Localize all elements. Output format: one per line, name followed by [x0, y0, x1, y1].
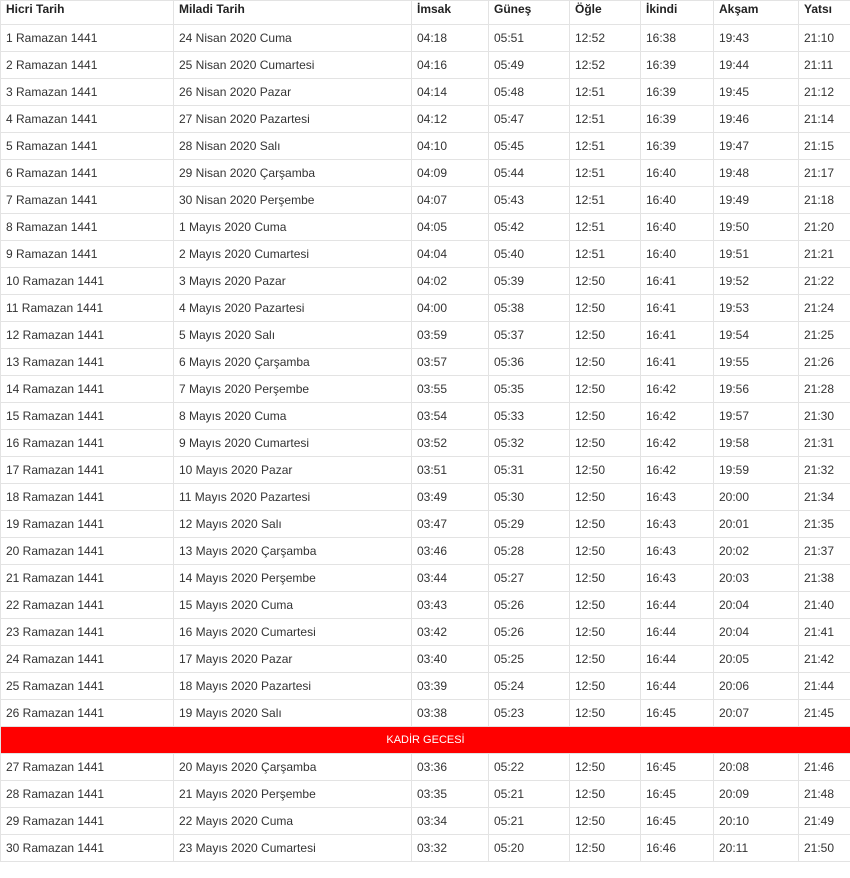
miladi-tarih-cell: 12 Mayıs 2020 Salı [174, 511, 412, 538]
table-row [1, 295, 850, 322]
gunes-cell: 05:38 [489, 295, 570, 322]
aksam-cell: 19:50 [714, 214, 799, 241]
ikindi-cell: 16:44 [641, 646, 714, 673]
col-header-hicri-tarih: Hicri Tarih [1, 1, 174, 25]
gunes-cell: 05:28 [489, 538, 570, 565]
gunes-cell: 05:42 [489, 214, 570, 241]
gunes-cell: 05:37 [489, 322, 570, 349]
aksam-cell: 19:47 [714, 133, 799, 160]
table-row [1, 646, 850, 673]
imsak-cell: 03:52 [412, 430, 489, 457]
imsak-cell: 03:39 [412, 673, 489, 700]
hicri-tarih-cell: 12 Ramazan 1441 [1, 322, 174, 349]
miladi-tarih-cell: 11 Mayıs 2020 Pazartesi [174, 484, 412, 511]
table-row [1, 808, 850, 835]
hicri-tarih-cell: 18 Ramazan 1441 [1, 484, 174, 511]
yatsi-cell: 21:21 [799, 241, 850, 268]
gunes-cell: 05:27 [489, 565, 570, 592]
ikindi-cell: 16:45 [641, 781, 714, 808]
ogle-cell: 12:52 [570, 52, 641, 79]
gunes-cell: 05:22 [489, 754, 570, 781]
hicri-tarih-cell: 20 Ramazan 1441 [1, 538, 174, 565]
aksam-cell: 19:59 [714, 457, 799, 484]
yatsi-cell: 21:17 [799, 160, 850, 187]
aksam-cell: 19:49 [714, 187, 799, 214]
ikindi-cell: 16:38 [641, 25, 714, 52]
imsak-cell: 03:59 [412, 322, 489, 349]
aksam-cell: 19:56 [714, 376, 799, 403]
table-row [1, 25, 850, 52]
ogle-cell: 12:50 [570, 349, 641, 376]
yatsi-cell: 21:50 [799, 835, 850, 862]
gunes-cell: 05:24 [489, 673, 570, 700]
yatsi-cell: 21:25 [799, 322, 850, 349]
ogle-cell: 12:50 [570, 295, 641, 322]
col-header-ikindi: İkindi [641, 1, 714, 25]
table-row [1, 754, 850, 781]
imsak-cell: 03:51 [412, 457, 489, 484]
hicri-tarih-cell: 13 Ramazan 1441 [1, 349, 174, 376]
yatsi-cell: 21:11 [799, 52, 850, 79]
aksam-cell: 20:06 [714, 673, 799, 700]
ogle-cell: 12:51 [570, 214, 641, 241]
imsak-cell: 03:42 [412, 619, 489, 646]
ogle-cell: 12:51 [570, 187, 641, 214]
miladi-tarih-cell: 30 Nisan 2020 Perşembe [174, 187, 412, 214]
ogle-cell: 12:50 [570, 619, 641, 646]
ogle-cell: 12:50 [570, 322, 641, 349]
hicri-tarih-cell: 4 Ramazan 1441 [1, 106, 174, 133]
table-row [1, 538, 850, 565]
hicri-tarih-cell: 2 Ramazan 1441 [1, 52, 174, 79]
col-header-miladi-tarih: Miladi Tarih [174, 1, 412, 25]
gunes-cell: 05:44 [489, 160, 570, 187]
aksam-cell: 19:52 [714, 268, 799, 295]
gunes-cell: 05:30 [489, 484, 570, 511]
miladi-tarih-cell: 25 Nisan 2020 Cumartesi [174, 52, 412, 79]
ogle-cell: 12:50 [570, 403, 641, 430]
ogle-cell: 12:50 [570, 376, 641, 403]
table-row [1, 52, 850, 79]
hicri-tarih-cell: 19 Ramazan 1441 [1, 511, 174, 538]
miladi-tarih-cell: 3 Mayıs 2020 Pazar [174, 268, 412, 295]
kadir-gecesi-label: KADİR GECESİ [1, 727, 850, 754]
col-header-yatsi: Yatsı [799, 1, 850, 25]
ogle-cell: 12:52 [570, 25, 641, 52]
ikindi-cell: 16:39 [641, 106, 714, 133]
yatsi-cell: 21:48 [799, 781, 850, 808]
hicri-tarih-cell: 9 Ramazan 1441 [1, 241, 174, 268]
aksam-cell: 19:45 [714, 79, 799, 106]
miladi-tarih-cell: 21 Mayıs 2020 Perşembe [174, 781, 412, 808]
hicri-tarih-cell: 5 Ramazan 1441 [1, 133, 174, 160]
table-row [1, 214, 850, 241]
miladi-tarih-cell: 23 Mayıs 2020 Cumartesi [174, 835, 412, 862]
ikindi-cell: 16:40 [641, 187, 714, 214]
table-header [1, 1, 850, 25]
ikindi-cell: 16:44 [641, 592, 714, 619]
ikindi-cell: 16:41 [641, 349, 714, 376]
imsak-cell: 03:44 [412, 565, 489, 592]
table-body-before [1, 25, 850, 727]
yatsi-cell: 21:40 [799, 592, 850, 619]
ikindi-cell: 16:43 [641, 538, 714, 565]
table-row [1, 376, 850, 403]
miladi-tarih-cell: 20 Mayıs 2020 Çarşamba [174, 754, 412, 781]
gunes-cell: 05:25 [489, 646, 570, 673]
aksam-cell: 20:02 [714, 538, 799, 565]
gunes-cell: 05:21 [489, 781, 570, 808]
yatsi-cell: 21:22 [799, 268, 850, 295]
miladi-tarih-cell: 10 Mayıs 2020 Pazar [174, 457, 412, 484]
gunes-cell: 05:29 [489, 511, 570, 538]
gunes-cell: 05:31 [489, 457, 570, 484]
ogle-cell: 12:51 [570, 241, 641, 268]
imsak-cell: 04:18 [412, 25, 489, 52]
ogle-cell: 12:50 [570, 538, 641, 565]
table-row [1, 511, 850, 538]
imsak-cell: 03:54 [412, 403, 489, 430]
hicri-tarih-cell: 28 Ramazan 1441 [1, 781, 174, 808]
ogle-cell: 12:50 [570, 430, 641, 457]
imsak-cell: 04:00 [412, 295, 489, 322]
table-row [1, 430, 850, 457]
miladi-tarih-cell: 6 Mayıs 2020 Çarşamba [174, 349, 412, 376]
ogle-cell: 12:51 [570, 106, 641, 133]
table-row [1, 160, 850, 187]
imsak-cell: 04:05 [412, 214, 489, 241]
aksam-cell: 20:03 [714, 565, 799, 592]
table-row [1, 592, 850, 619]
ogle-cell: 12:50 [570, 484, 641, 511]
miladi-tarih-cell: 15 Mayıs 2020 Cuma [174, 592, 412, 619]
miladi-tarih-cell: 22 Mayıs 2020 Cuma [174, 808, 412, 835]
aksam-cell: 19:48 [714, 160, 799, 187]
ikindi-cell: 16:41 [641, 295, 714, 322]
ikindi-cell: 16:41 [641, 322, 714, 349]
miladi-tarih-cell: 26 Nisan 2020 Pazar [174, 79, 412, 106]
ikindi-cell: 16:41 [641, 268, 714, 295]
gunes-cell: 05:26 [489, 619, 570, 646]
table-row [1, 403, 850, 430]
table-row [1, 700, 850, 727]
imsak-cell: 04:02 [412, 268, 489, 295]
imsak-cell: 03:34 [412, 808, 489, 835]
hicri-tarih-cell: 17 Ramazan 1441 [1, 457, 174, 484]
ogle-cell: 12:50 [570, 457, 641, 484]
gunes-cell: 05:21 [489, 808, 570, 835]
aksam-cell: 20:05 [714, 646, 799, 673]
yatsi-cell: 21:31 [799, 430, 850, 457]
miladi-tarih-cell: 27 Nisan 2020 Pazartesi [174, 106, 412, 133]
yatsi-cell: 21:15 [799, 133, 850, 160]
ikindi-cell: 16:39 [641, 52, 714, 79]
ogle-cell: 12:51 [570, 160, 641, 187]
yatsi-cell: 21:35 [799, 511, 850, 538]
imsak-cell: 04:16 [412, 52, 489, 79]
table-row [1, 781, 850, 808]
aksam-cell: 19:53 [714, 295, 799, 322]
miladi-tarih-cell: 1 Mayıs 2020 Cuma [174, 214, 412, 241]
aksam-cell: 20:04 [714, 592, 799, 619]
hicri-tarih-cell: 30 Ramazan 1441 [1, 835, 174, 862]
aksam-cell: 20:01 [714, 511, 799, 538]
table-body-after [1, 754, 850, 862]
hicri-tarih-cell: 21 Ramazan 1441 [1, 565, 174, 592]
miladi-tarih-cell: 4 Mayıs 2020 Pazartesi [174, 295, 412, 322]
table-row [1, 349, 850, 376]
yatsi-cell: 21:18 [799, 187, 850, 214]
ikindi-cell: 16:45 [641, 700, 714, 727]
hicri-tarih-cell: 15 Ramazan 1441 [1, 403, 174, 430]
imsak-cell: 03:43 [412, 592, 489, 619]
gunes-cell: 05:35 [489, 376, 570, 403]
yatsi-cell: 21:28 [799, 376, 850, 403]
ogle-cell: 12:50 [570, 700, 641, 727]
gunes-cell: 05:45 [489, 133, 570, 160]
ikindi-cell: 16:40 [641, 214, 714, 241]
ogle-cell: 12:50 [570, 511, 641, 538]
hicri-tarih-cell: 27 Ramazan 1441 [1, 754, 174, 781]
hicri-tarih-cell: 6 Ramazan 1441 [1, 160, 174, 187]
aksam-cell: 20:09 [714, 781, 799, 808]
miladi-tarih-cell: 8 Mayıs 2020 Cuma [174, 403, 412, 430]
ogle-cell: 12:50 [570, 646, 641, 673]
miladi-tarih-cell: 18 Mayıs 2020 Pazartesi [174, 673, 412, 700]
yatsi-cell: 21:32 [799, 457, 850, 484]
table-row [1, 673, 850, 700]
hicri-tarih-cell: 23 Ramazan 1441 [1, 619, 174, 646]
table-row [1, 565, 850, 592]
yatsi-cell: 21:34 [799, 484, 850, 511]
aksam-cell: 20:10 [714, 808, 799, 835]
aksam-cell: 20:04 [714, 619, 799, 646]
imsak-cell: 03:35 [412, 781, 489, 808]
ogle-cell: 12:50 [570, 754, 641, 781]
col-header-ogle: Öğle [570, 1, 641, 25]
ikindi-cell: 16:43 [641, 511, 714, 538]
ikindi-cell: 16:39 [641, 133, 714, 160]
imsak-cell: 03:32 [412, 835, 489, 862]
hicri-tarih-cell: 10 Ramazan 1441 [1, 268, 174, 295]
kadir-gecesi-row [1, 727, 850, 754]
miladi-tarih-cell: 14 Mayıs 2020 Perşembe [174, 565, 412, 592]
table-row [1, 835, 850, 862]
imsak-cell: 03:40 [412, 646, 489, 673]
yatsi-cell: 21:26 [799, 349, 850, 376]
imsak-cell: 03:46 [412, 538, 489, 565]
imsak-cell: 04:07 [412, 187, 489, 214]
yatsi-cell: 21:44 [799, 673, 850, 700]
col-header-aksam: Akşam [714, 1, 799, 25]
miladi-tarih-cell: 17 Mayıs 2020 Pazar [174, 646, 412, 673]
gunes-cell: 05:40 [489, 241, 570, 268]
aksam-cell: 19:44 [714, 52, 799, 79]
hicri-tarih-cell: 25 Ramazan 1441 [1, 673, 174, 700]
aksam-cell: 20:08 [714, 754, 799, 781]
imsak-cell: 04:14 [412, 79, 489, 106]
miladi-tarih-cell: 24 Nisan 2020 Cuma [174, 25, 412, 52]
yatsi-cell: 21:41 [799, 619, 850, 646]
hicri-tarih-cell: 3 Ramazan 1441 [1, 79, 174, 106]
ogle-cell: 12:51 [570, 133, 641, 160]
gunes-cell: 05:36 [489, 349, 570, 376]
yatsi-cell: 21:24 [799, 295, 850, 322]
gunes-cell: 05:23 [489, 700, 570, 727]
miladi-tarih-cell: 2 Mayıs 2020 Cumartesi [174, 241, 412, 268]
aksam-cell: 20:00 [714, 484, 799, 511]
imsak-cell: 03:49 [412, 484, 489, 511]
hicri-tarih-cell: 11 Ramazan 1441 [1, 295, 174, 322]
hicri-tarih-cell: 8 Ramazan 1441 [1, 214, 174, 241]
ikindi-cell: 16:45 [641, 808, 714, 835]
col-header-gunes: Güneş [489, 1, 570, 25]
ikindi-cell: 16:40 [641, 241, 714, 268]
ikindi-cell: 16:42 [641, 403, 714, 430]
imsak-cell: 04:10 [412, 133, 489, 160]
gunes-cell: 05:20 [489, 835, 570, 862]
ikindi-cell: 16:44 [641, 673, 714, 700]
table-row [1, 322, 850, 349]
yatsi-cell: 21:37 [799, 538, 850, 565]
ogle-cell: 12:50 [570, 835, 641, 862]
miladi-tarih-cell: 16 Mayıs 2020 Cumartesi [174, 619, 412, 646]
hicri-tarih-cell: 1 Ramazan 1441 [1, 25, 174, 52]
yatsi-cell: 21:20 [799, 214, 850, 241]
ikindi-cell: 16:42 [641, 376, 714, 403]
miladi-tarih-cell: 5 Mayıs 2020 Salı [174, 322, 412, 349]
yatsi-cell: 21:12 [799, 79, 850, 106]
ikindi-cell: 16:46 [641, 835, 714, 862]
yatsi-cell: 21:14 [799, 106, 850, 133]
gunes-cell: 05:43 [489, 187, 570, 214]
miladi-tarih-cell: 19 Mayıs 2020 Salı [174, 700, 412, 727]
ikindi-cell: 16:45 [641, 754, 714, 781]
hicri-tarih-cell: 22 Ramazan 1441 [1, 592, 174, 619]
miladi-tarih-cell: 29 Nisan 2020 Çarşamba [174, 160, 412, 187]
yatsi-cell: 21:46 [799, 754, 850, 781]
gunes-cell: 05:33 [489, 403, 570, 430]
gunes-cell: 05:47 [489, 106, 570, 133]
aksam-cell: 19:55 [714, 349, 799, 376]
hicri-tarih-cell: 29 Ramazan 1441 [1, 808, 174, 835]
yatsi-cell: 21:10 [799, 25, 850, 52]
hicri-tarih-cell: 7 Ramazan 1441 [1, 187, 174, 214]
yatsi-cell: 21:38 [799, 565, 850, 592]
ikindi-cell: 16:44 [641, 619, 714, 646]
gunes-cell: 05:49 [489, 52, 570, 79]
imsak-cell: 03:36 [412, 754, 489, 781]
aksam-cell: 19:58 [714, 430, 799, 457]
hicri-tarih-cell: 26 Ramazan 1441 [1, 700, 174, 727]
ikindi-cell: 16:42 [641, 430, 714, 457]
imsak-cell: 04:12 [412, 106, 489, 133]
ikindi-cell: 16:42 [641, 457, 714, 484]
aksam-cell: 19:46 [714, 106, 799, 133]
gunes-cell: 05:51 [489, 25, 570, 52]
ogle-cell: 12:50 [570, 808, 641, 835]
gunes-cell: 05:32 [489, 430, 570, 457]
hicri-tarih-cell: 24 Ramazan 1441 [1, 646, 174, 673]
ogle-cell: 12:50 [570, 592, 641, 619]
ogle-cell: 12:50 [570, 268, 641, 295]
table-row [1, 241, 850, 268]
aksam-cell: 20:07 [714, 700, 799, 727]
imsak-cell: 04:09 [412, 160, 489, 187]
miladi-tarih-cell: 28 Nisan 2020 Salı [174, 133, 412, 160]
ogle-cell: 12:50 [570, 781, 641, 808]
table-row [1, 457, 850, 484]
imsak-cell: 03:38 [412, 700, 489, 727]
table-row [1, 484, 850, 511]
header-row [1, 1, 850, 25]
ikindi-cell: 16:43 [641, 484, 714, 511]
gunes-cell: 05:48 [489, 79, 570, 106]
yatsi-cell: 21:45 [799, 700, 850, 727]
yatsi-cell: 21:42 [799, 646, 850, 673]
col-header-imsak: İmsak [412, 1, 489, 25]
table-row [1, 619, 850, 646]
table-row [1, 268, 850, 295]
gunes-cell: 05:26 [489, 592, 570, 619]
miladi-tarih-cell: 7 Mayıs 2020 Perşembe [174, 376, 412, 403]
hicri-tarih-cell: 16 Ramazan 1441 [1, 430, 174, 457]
table-row [1, 106, 850, 133]
imsak-cell: 04:04 [412, 241, 489, 268]
table-row [1, 79, 850, 106]
yatsi-cell: 21:49 [799, 808, 850, 835]
hicri-tarih-cell: 14 Ramazan 1441 [1, 376, 174, 403]
aksam-cell: 19:51 [714, 241, 799, 268]
aksam-cell: 20:11 [714, 835, 799, 862]
ikindi-cell: 16:39 [641, 79, 714, 106]
ogle-cell: 12:51 [570, 79, 641, 106]
table-row [1, 187, 850, 214]
gunes-cell: 05:39 [489, 268, 570, 295]
aksam-cell: 19:54 [714, 322, 799, 349]
table-body-special [1, 727, 850, 754]
aksam-cell: 19:43 [714, 25, 799, 52]
imsak-cell: 03:55 [412, 376, 489, 403]
miladi-tarih-cell: 9 Mayıs 2020 Cumartesi [174, 430, 412, 457]
ogle-cell: 12:50 [570, 565, 641, 592]
table-row [1, 133, 850, 160]
yatsi-cell: 21:30 [799, 403, 850, 430]
imsak-cell: 03:47 [412, 511, 489, 538]
aksam-cell: 19:57 [714, 403, 799, 430]
miladi-tarih-cell: 13 Mayıs 2020 Çarşamba [174, 538, 412, 565]
ikindi-cell: 16:40 [641, 160, 714, 187]
ogle-cell: 12:50 [570, 673, 641, 700]
ikindi-cell: 16:43 [641, 565, 714, 592]
imsak-cell: 03:57 [412, 349, 489, 376]
